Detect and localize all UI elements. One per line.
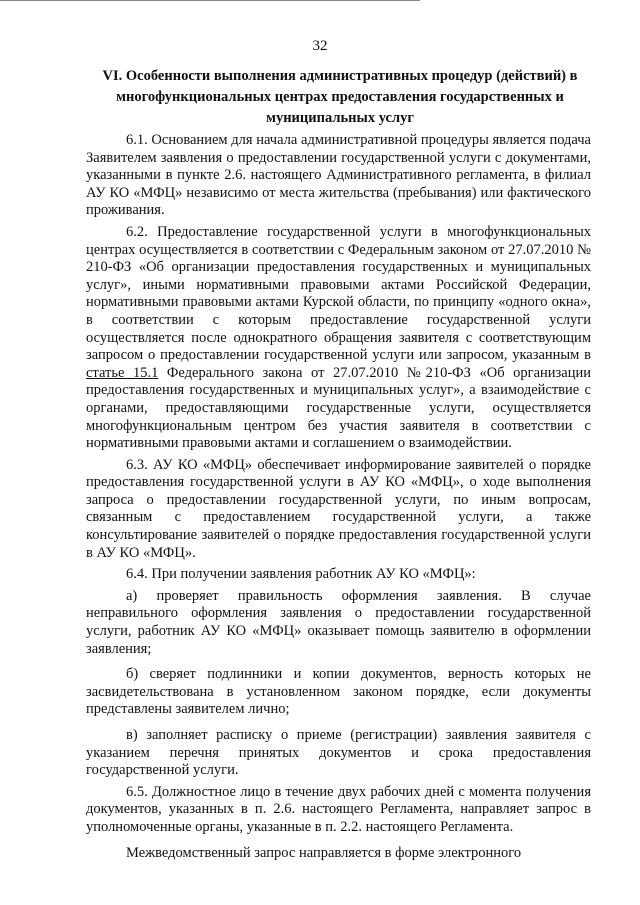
paragraph-6-2 [86,224,591,453]
section-title: VI. Особенности выполнения административных процедур (действий) в многофункциональных центрах предоставления государственных и муниципальных услуг [102,68,578,126]
paragraph-6-1: 6.1. Основанием для начала административной процедуры является подача Заявителем заявления о предоставлении государственной услуги с документами, указанными в пункте 2.6. настоящего Административного регламента, в филиал АУ КО «МФЦ» независимо от места жительства (пребывания) или фактического проживания. [86,132,591,219]
paragraph-6-2-text-after: Федерального закона от 27.07.2010 №210-ФЗ «Об организации предоставления государственных и муниципальных услуг», а взаимодействие с органами, предоставляющими государственные услуги, осуществляется многофункциональным центром без участия заявителя в соответствии с нормативными правовыми актами и соглашением о взаимодействии. [86,364,591,452]
paragraph-last: Межведомственный запрос направляется в форме электронного [126,844,522,861]
paragraph-6-4-a: а) проверяет правильность оформления заявления. В случае неправильного оформления заявления о предоставлении государственной услуги, работник АУ КО «МФЦ» оказывает помощь заявителю в оформлении заявления; [86,587,591,657]
paragraph-6-4-b: б) сверяет подлинники и копии документов, верность которых не засвидетельствована в установленном законом порядке, если документы представлены заявителем лично; [86,666,591,718]
paragraph-6-5: 6.5. Должностное лицо в течение двух рабочих дней с момента получения документов, указанных в п. 2.6. настоящего Регламента, направляет запрос в уполномоченные органы, указанные в п. 2.2. настоящего Регламента. [86,783,591,835]
paragraph-6-2-text-before: 6.2. Предоставление государственной услуги в многофункциональных центрах осуществляется в соответствии с Федеральным законом от 27.07.2010 № 210-ФЗ «Об организации предоставления государственных и муниципальных услуг», иными нормативными правовыми актами Российской Федерации, нормативными правовыми актами Курской области, по принципу «одного окна», в соответствии с которым предоставление государственной услуги осуществляется после однократного обращения заявителя с соответствующим запросом о предоставлении государственной услуги или запросом, указанным в [86,223,591,364]
law-article-link[interactable]: статье 15.1 [86,364,159,381]
paragraph-6-4: 6.4. При получении заявления работник АУ КО «МФЦ»: [126,566,476,583]
paragraph-6-3: 6.3. АУ КО «МФЦ» обеспечивает информирование заявителей о порядке предоставления государственной услуги в АУ КО «МФЦ», о ходе выполнения запроса о предоставлении государственной услуги, по иным вопросам, связанным с предоставлением государственной услуги, а также консультирование заявителей о порядке предоставления государственной услуги в АУ КО «МФЦ». [86,456,591,561]
paragraph-6-4-c: в) заполняет расписку о приеме (регистрации) заявления заявителя с указанием перечня принятых документов и срока предоставления государственной услуги. [86,727,591,779]
top-rule [0,0,420,1]
page-number: 32 [312,38,328,54]
document-body [86,132,591,866]
